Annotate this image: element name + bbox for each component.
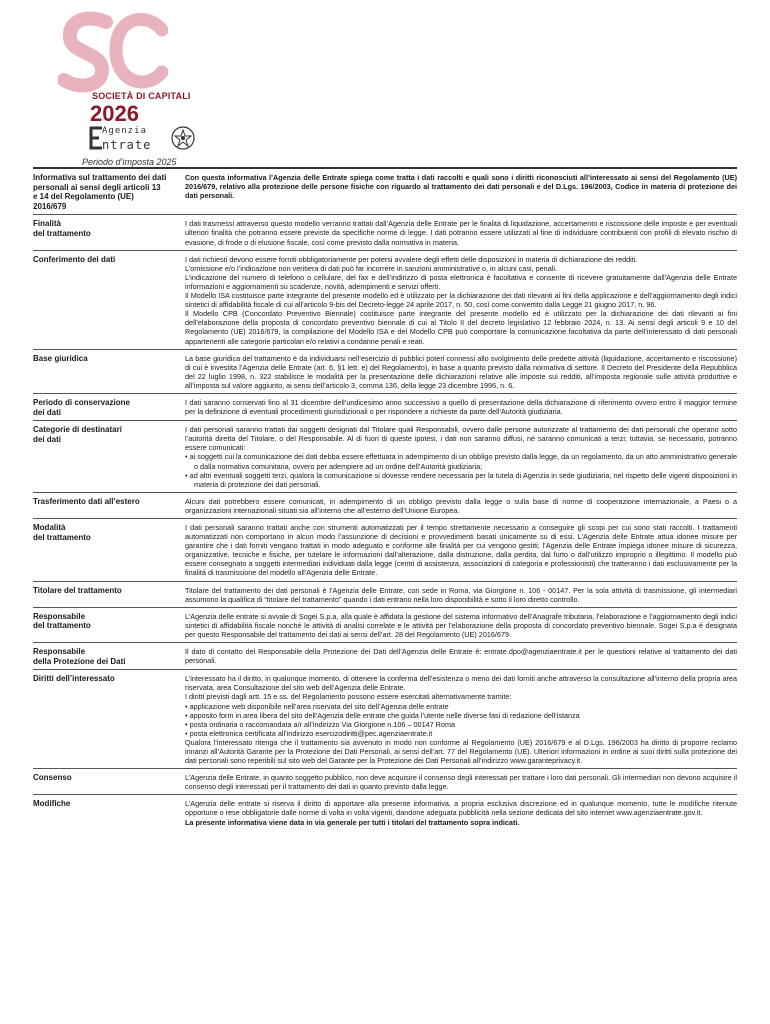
section-row xyxy=(33,607,737,642)
paragraph: Il Modello CPB (Concordato Preventivo Biennale) costituisce parte integrante del presente modello ed è utilizzato per la dichiarazione dei dati rilevanti ai fini dell’elaborazione della proposta di concordato preventivo biennale di cui al Titolo II del decreto legislativo 12 febbraio 2024, n. 13. Ai sensi degli articoli 9 e 10 del Regolamento (UE) 2016/679, la compilazione del Modello ISA e del Modello CPB può comportare la comunicazione facoltativa da parte dell’interessato di dati personali appartenenti alle categorie particolari e/o relativi a condanne penali e reati. xyxy=(185,309,737,346)
closing-statement: La presente informativa viene data in via generale per tutti i titolari del trattamento sopra indicati. xyxy=(185,817,520,827)
list-item: • ad altri eventuali soggetti terzi, qualora la comunicazione si dovesse rendere necessaria per la tutela di Agenzia in sede giudiziaria, nel rispetto delle vigenti disposizioni in materia di protezione dei dati personali. xyxy=(185,471,737,489)
section-row xyxy=(33,349,737,393)
section-text xyxy=(171,350,737,393)
agency-name-line1: Agenzia xyxy=(102,126,147,136)
section-row xyxy=(33,167,737,214)
section-text xyxy=(171,251,737,349)
section-row xyxy=(33,669,737,768)
paragraph: Titolare del trattamento dei dati personali è l’Agenzia delle Entrate, con sede in Roma, via Giorgione n. 106 - 00147. Per la sola attività di trasmissione, gli intermediari assumono la qualifica di “titolare del trattamento” quando i dati entrano nella loro disponibilità e sotto il loro diretto controllo. xyxy=(185,585,737,604)
paragraph: L’interessato ha il diritto, in qualunque momento, di ottenere la conferma dell’esistenza o meno dei dati forniti anche attraverso la consultazione all’interno della propria area riservata, area Consultazione del sito web dell’Agenzia delle Entrate. xyxy=(185,674,737,693)
section-label: Modifiche xyxy=(33,799,71,809)
section-row xyxy=(33,492,737,518)
paragraph: I dati personali saranno trattati anche con strumenti automatizzati per il tempo strettamente necessario a conseguire gli scopi per cui sono stati raccolti. I trattamenti automatizzati non comportano in alcun modo l’assunzione di decisioni e provvedimenti basati unicamente su di essi. L’Agenzia delle Entrate attua idonee misure per garantire che i dati forniti vengano trattati in modo adeguato e conforme alle finalità per cui vengono gestiti; l’Agenzia delle Entrate impiega idonee misure di sicurezza, organizzative, tecniche e fisiche, per tutelare le informazioni dall’alterazione, dalla distruzione, dalla perdita, dal furto o dall’utilizzo improprio o illegittimo. Il modello può essere consegnato a soggetti intermediari individuati dalla legge (centri di assistenza, associazioni di categoria e professionisti) che tratteranno i dati esclusivamente per la finalità di trasmissione del modello all’Agenzia delle Entrate. xyxy=(185,523,737,578)
bullet-list xyxy=(185,702,737,738)
section-row xyxy=(33,581,737,607)
section-text xyxy=(171,493,737,518)
section-text xyxy=(171,394,737,420)
section-row xyxy=(33,214,737,249)
paragraph: L’Agenzia delle entrate si avvale di Sogei S.p.a, alla quale è affidata la gestione del sistema informativo dell’Anagrafe tributaria, l’elaborazione e l’aggiornamento degli indici sintetici di affidabilità fiscale nonché le attività di analisi correlate e le attività per l’elaborazione della proposta di concordato preventivo biennale. Sogei S.p.a è designata per questo Responsabile del trattamento dei dati ai sensi dell’art. 28 del Regolamento (UE) 2016/679. xyxy=(185,611,737,639)
section-text xyxy=(171,215,737,249)
section-text xyxy=(171,519,737,581)
section-label: Diritti dell’interessato xyxy=(33,674,115,684)
paragraph: I dati richiesti devono essere forniti obbligatoriamente per potersi avvalere degli effetti delle disposizioni in materia di dichiarazione dei redditi. xyxy=(185,254,638,264)
section-row xyxy=(33,768,737,794)
paragraph: I diritti previsti dagli artt. 15 e ss. del Regolamento possono essere esercitati alternativamente tramite: xyxy=(185,692,512,702)
section-label: Consenso xyxy=(33,773,72,783)
section-row xyxy=(33,250,737,349)
paragraph: Il dato di contatto del Responsabile della Protezione dei Dati dell’Agenzia delle Entrate è: entrate.dpo@agenziaentrate.it per le questioni relative al trattamento dei dati personali. xyxy=(185,647,737,666)
agency-name-line2: ntrate xyxy=(102,138,152,152)
section-label: Periodo di conservazione dei dati xyxy=(33,397,130,417)
privacy-notice-table xyxy=(33,167,737,830)
brand-year: 2026 xyxy=(90,101,139,126)
paragraph: Con questa informativa l’Agenzia delle Entrate spiega come tratta i dati raccolti e quali sono i diritti riconosciuti all’interessato ai sensi del Regolamento (UE) 2016/679, relativo alla protezione delle persone fisiche con riguardo al trattamento dei dati personali e del D.Lgs. 196/2003, Codice in materia di protezione dei dati personali. xyxy=(185,173,737,201)
paragraph: L’Agenzia delle entrate si riserva il diritto di apportare alla presente informativa, a propria esclusiva discrezione ed in qualunque momento, tutte le modifiche ritenute opportune o rese obbligatorie dalle norme di volta in volta vigenti, dandone adeguata pubblicità nella sezione dedicata del sito internet www.agenziaentrate.gov.it. xyxy=(185,799,737,818)
section-row xyxy=(33,393,737,420)
paragraph: Il Modello ISA costituisce parte integrante del presente modello ed è utilizzato per la dichiarazione dei dati rilevanti ai fini della applicazione e dell’aggiornamento degli indici sintetici di affidabilità fiscale di cui all’articolo 9-bis del Decreto-legge 24 aprile 2017, n. 50, così come convertito dalla Legge 21 giugno 2017, n. 96. xyxy=(185,291,737,310)
list-item: • ai soggetti cui la comunicazione dei dati debba essere effettuata in adempimento di un obbligo previsto dalla legge, da un regolamento, da un atto amministrativo generale o dalla normativa comunitaria, ovvero per adempiere ad un ordine dell’Autorità giudiziaria; xyxy=(185,452,737,470)
section-text xyxy=(171,795,737,829)
list-item: • posta ordinaria o raccomandata a/r all’indirizzo Via Giorgione n.106 – 00147 Roma xyxy=(185,720,737,729)
paragraph: Qualora l’interessato ritenga che il trattamento sia avvenuto in modo non conforme al Regolamento (UE) 2016/679 e al D.Lgs. 196/2003 ha diritto di proporre reclamo innanzi all’Autorità Garante per la Protezione dei Dati Personali, ai sensi dell’art. 77 del Regolamento (UE). Ulteriori informazioni in ordine ai suoi diritti sulla protezione dei dati personali sono reperibili sul sito web del Garante per la Protezione dei Dati Personali all’indirizzo www.garanteprivacy.it. xyxy=(185,737,737,766)
paragraph: I dati trasmessi attraverso questo modello verranno trattati dall’Agenzia delle Entrate per le finalità di liquidazione, accertamento e riscossione delle imposte e per eventuali ulteriori finalità che potranno essere previste da specifiche norme di legge. I dati potranno essere utilizzati al fine di individuare contribuenti con profili di elevato rischio di evasione, di frode o di elusione fiscale, così come previsto dalla normativa in materia. xyxy=(185,219,737,247)
section-text xyxy=(171,169,737,214)
section-row xyxy=(33,420,737,492)
section-label: Categorie di destinatari dei dati xyxy=(33,425,122,444)
section-label: Conferimento dei dati xyxy=(33,254,116,264)
section-label: Informativa sul trattamento dei dati personali ai sensi degli articoli 13 e 14 del Regolamento (UE) 2016/679 xyxy=(33,173,167,211)
section-label: Base giuridica xyxy=(33,353,88,363)
paragraph: L’omissione e/o l’indicazione non veritiera di dati può far incorrere in sanzioni amministrative o, in alcuni casi, penali. xyxy=(185,263,557,273)
section-text xyxy=(171,608,737,642)
section-label: Responsabile della Protezione dei Dati xyxy=(33,647,126,666)
section-label: Modalità del trattamento xyxy=(33,523,91,542)
section-label: Titolare del trattamento xyxy=(33,585,122,595)
section-label: Responsabile del trattamento xyxy=(33,611,91,631)
paragraph: I dati personali saranno trattati dai soggetti designati dal Titolare quali Responsabili, ovvero dalle persone autorizzate al trattamento dei dati personali che operano sotto l’autorità diretta del Titolare, o del Responsabile. Al di fuori di queste ipotesi, i dati non saranno diffusi, né saranno comunicati a terzi; tuttavia, se necessario, potranno essere comunicati: xyxy=(185,425,737,453)
paragraph: Alcuni dati potrebbero essere comunicati, in adempimento di un obbligo previsto dalla legge o sulla base di norme di cooperazione internazionale, a Paesi o a organizzazioni internazionali situati sia all’interno che all’esterno dell’Unione Europea. xyxy=(185,496,737,515)
header-logo xyxy=(50,8,250,168)
tax-period: Periodo d’imposta 2025 xyxy=(82,157,177,167)
paragraph: I dati saranno conservati fino al 31 dicembre dell’undicesimo anno successivo a quello di presentazione della dichiarazione di riferimento ovvero entro il maggior termine per la definizione di eventuali procedimenti giurisdizionali o per rispondere a richieste da parte dell’Autorità giudiziaria. xyxy=(185,397,737,417)
list-item: • posta elettronica certificata all’indirizzo esercizodiritti@pec.agenziaentrate.it xyxy=(185,729,737,738)
section-text xyxy=(171,421,737,492)
brand-title: SOCIETÀ DI CAPITALI xyxy=(92,91,191,101)
section-text xyxy=(171,643,737,669)
section-label: Finalità del trattamento xyxy=(33,219,91,238)
section-text xyxy=(171,769,737,794)
section-text xyxy=(171,582,737,607)
paragraph: L’indicazione del numero di telefono o cellulare, del fax e dell’indirizzo di posta elettronica è facoltativa e consente di ricevere gratuitamente dall’Agenzia delle Entrate informazioni e aggiornamenti su scadenze, novità, adempimenti e servizi offerti. xyxy=(185,272,737,291)
list-item: • apposito form in area libera del sito dell’Agenzia delle entrate che guida l’utente nelle diverse fasi di redazione dell’istanza xyxy=(185,711,737,720)
list-item: • applicazione web disponibile nell’area riservata del sito dell’Agenzia delle entrate xyxy=(185,702,737,711)
republic-emblem-icon xyxy=(170,125,196,151)
paragraph: La base giuridica del trattamento è da individuarsi nell’esercizio di pubblici poteri connessi allo svolgimento delle predette attività (liquidazione, accertamento e riscossione) di cui è investita l’Agenzia delle Entrate (art. 6, §1 lett. e) del Regolamento), in base a quanto previsto dalla normativa di settore. Il Decreto del Presidente della Repubblica del 22 luglio 1998, n. 322 stabilisce le modalità per la presentazione delle dichiarazioni relative alle imposte sui redditi, all’imposta regionale sulle attività produttive e all’imposta sul valore aggiunto, ai sensi dell’articolo 3, comma 136, della legge 23 dicembre 1996, n. 6. xyxy=(185,353,737,390)
section-row xyxy=(33,518,737,581)
section-row xyxy=(33,794,737,829)
section-label: Trasferimento dati all’estero xyxy=(33,496,140,506)
section-text xyxy=(171,670,737,768)
section-row xyxy=(33,642,737,669)
paragraph: L’Agenzia delle Entrate, in quanto soggetto pubblico, non deve acquisire il consenso degli interessati per trattare i loro dati personali. Gli intermediari non devono acquisire il consenso degli interessati per il trattamento dei dati in quanto previsto dalla legge. xyxy=(185,773,737,792)
bullet-list xyxy=(185,452,737,488)
